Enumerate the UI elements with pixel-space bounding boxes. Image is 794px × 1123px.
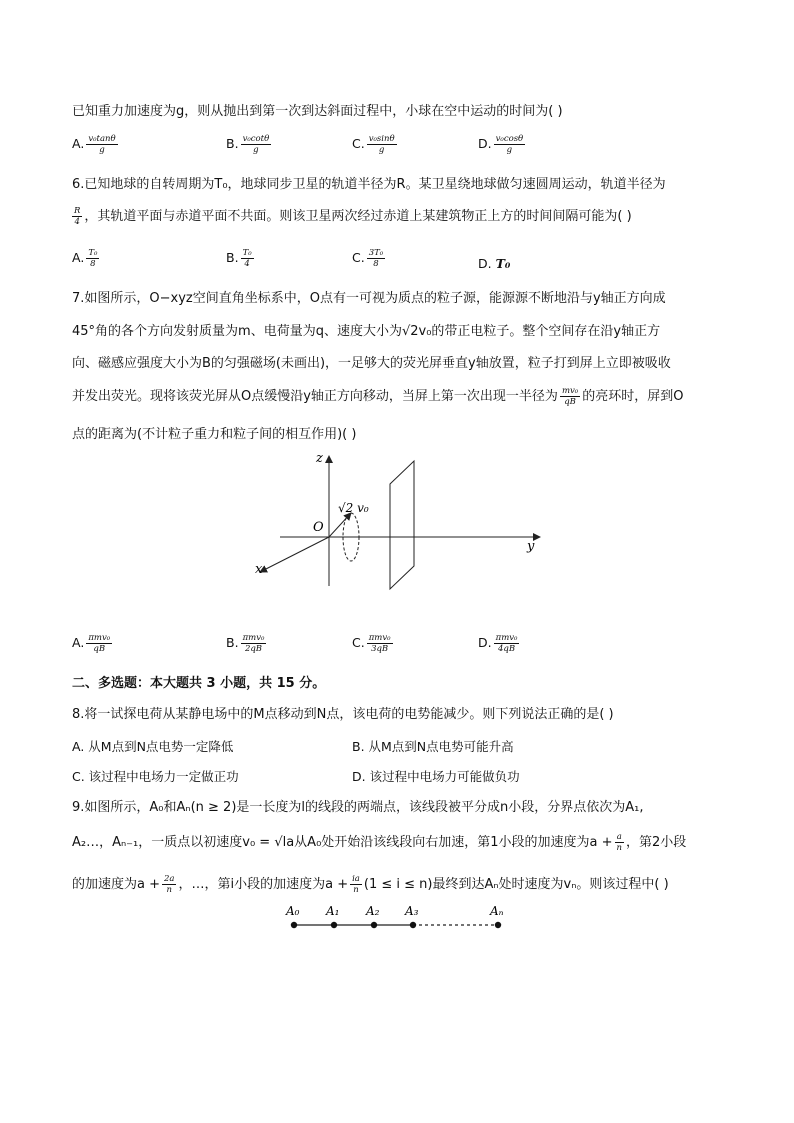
q6-stem-line2: $\frac{R}{4}$ ，其轨道平面与赤道平面不共面。则该卫星两次经过赤道上某建筑物正上方的时间间隔可能为( ): [74, 206, 632, 227]
q9-stem-line2: A₂…，Aₙ₋₁，一质点以初速度v₀ = √la从A₀处开始沿该线段向右加速，第1小段的加速度为a + $\frac{a}{n}$ ，第2小段: [72, 832, 687, 853]
point-an: [495, 922, 501, 928]
q6-option-a: A. $\frac{\text{T₀}}{8}$: [72, 248, 98, 269]
q7-stem-line4: 并发出荧光。现将该荧光屏从O点缓慢沿y轴正方向移动，当屏上第一次出现一半径为 $\frac{\text{mv₀}}{qB}$ 的亮环时，屏到O: [72, 386, 684, 407]
velocity-arrow: [329, 513, 351, 537]
velocity-label: √2 v₀: [338, 501, 369, 515]
point-a0: [291, 922, 297, 928]
q8-option-a: A. 从M点到N点电势一定降低: [72, 739, 234, 754]
q7-option-d: D. $\frac{\text{πmv₀}}{4qB}$: [478, 633, 518, 654]
label-a1: A₁: [326, 904, 340, 918]
fluorescent-screen: [390, 461, 414, 589]
q8-option-b: B. 从M点到N点电势可能升高: [352, 739, 514, 754]
q5-option-a: A. $\frac{\text{v₀tanθ}}{g}$: [72, 134, 116, 155]
q7-option-b: B. $\frac{\text{πmv₀}}{2qB}$: [226, 633, 265, 654]
q8-option-c: C. 该过程中电场力一定做正功: [72, 769, 239, 784]
x-label: x: [255, 562, 263, 577]
q9-stem-line3: 的加速度为a + $\frac{2a}{n}$ ，…，第i小段的加速度为a + $\frac{ia}{n}$ (1 ≤ i ≤ n)最终到达Aₙ处时速度为vₙ。则该过程中( ): [72, 874, 669, 895]
q7-stem-line2: 45°角的各个方向发射质量为m、电荷量为q、速度大小为√2v₀的带正电粒子。整个空间存在沿y轴正方: [72, 324, 661, 339]
q5-option-d: D. $\frac{\text{v₀cosθ}}{g}$: [478, 134, 524, 155]
label-a3: A₃: [405, 904, 419, 918]
q7-stem-line1: 7.如图所示，O−xyz空间直角坐标系中，O点有一可视为质点的粒子源，能源源不断地沿与y轴正方向成: [72, 291, 666, 306]
point-a1: [331, 922, 337, 928]
q5-option-c: C. $\frac{\text{v₀sinθ}}{g}$: [352, 134, 395, 155]
point-a3: [410, 922, 416, 928]
label-a2: A₂: [366, 904, 380, 918]
label-an: Aₙ: [490, 904, 504, 918]
z-label: z: [316, 451, 323, 466]
q8-stem: 8.将一试探电荷从某静电场中的M点移动到N点，该电荷的电势能减少。则下列说法正确的是( ): [72, 707, 614, 722]
q9-segment-figure: [280, 902, 520, 934]
q8-option-d: D. 该过程中电场力可能做负功: [352, 769, 520, 784]
q7-stem-line3: 向、磁感应强度大小为B的匀强磁场(未画出)，一足够大的荧光屏垂直y轴放置，粒子打到屏上立即被吸收: [72, 356, 671, 371]
section-heading-multiple-choice: 二、多选题：本大题共 3 小题，共 15 分。: [72, 676, 326, 691]
q7-stem-line5: 点的距离为(不计粒子重力和粒子间的相互作用)( ): [72, 427, 357, 442]
q7-coordinate-figure: [250, 446, 550, 591]
label-a0: A₀: [286, 904, 300, 918]
q5-option-b: B. $\frac{\text{v₀cotθ}}{g}$: [226, 134, 270, 155]
origin-label: O: [313, 520, 324, 535]
q6-option-b: B. $\frac{\text{T₀}}{4}$: [226, 248, 252, 269]
q7-option-a: A. $\frac{\text{πmv₀}}{qB}$: [72, 633, 111, 654]
q9-stem-line1: 9.如图所示，A₀和Aₙ(n ≥ 2)是一长度为l的线段的两端点，该线段被平分成n小段，分界点依次为A₁,: [72, 800, 644, 815]
q5-stem: 已知重力加速度为g，则从抛出到第一次到达斜面过程中，小球在空中运动的时间为( ): [72, 104, 563, 119]
x-axis: [260, 537, 329, 572]
q6-option-c: C. $\frac{\text{3T₀}}{8}$: [352, 248, 384, 269]
point-a2: [371, 922, 377, 928]
q6-option-d: D. T₀: [478, 256, 511, 271]
y-label: y: [527, 539, 535, 554]
q7-option-c: C. $\frac{\text{πmv₀}}{3qB}$: [352, 633, 391, 654]
q6-stem-line1: 6.已知地球的自转周期为T₀，地球同步卫星的轨道半径为R。某卫星绕地球做匀速圆周运动，轨道半径为: [72, 177, 666, 192]
